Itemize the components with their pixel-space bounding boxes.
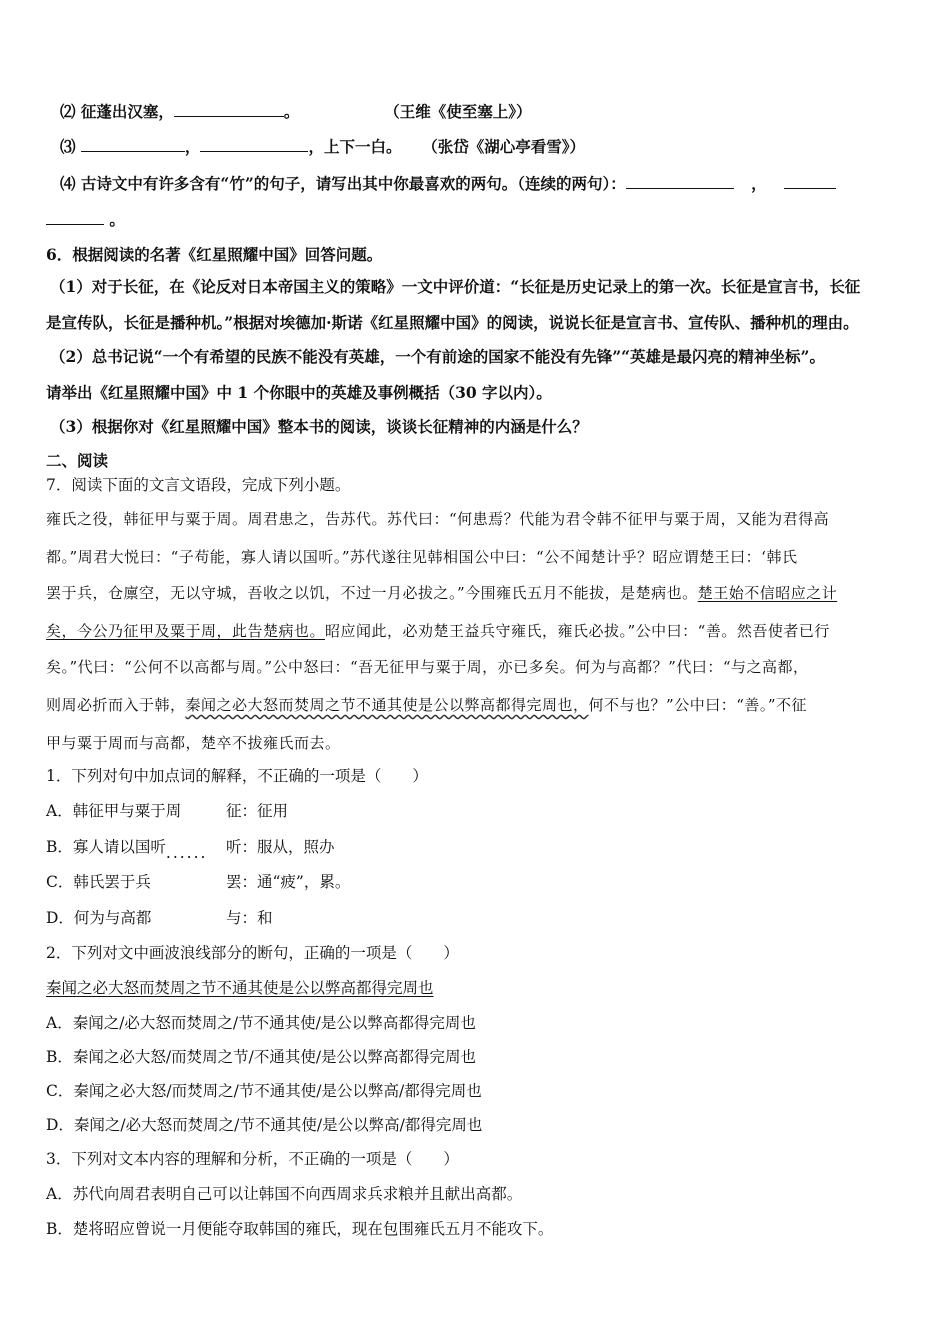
passage-line-6 [46,694,807,716]
passage-line-4 [46,620,830,642]
q6-title: 6．根据阅读的名著《红星照耀中国》回答问题。 [46,245,383,264]
sub1-stem: 1．下列对句中加点词的解释，不正确的一项是（ ） [46,767,428,785]
sub3-stem: 3．下列对文本内容的理解和分析，不正确的一项是（ ） [46,1150,459,1168]
q5-item-2-source: （王维《使至塞上》） [384,102,532,121]
option-c-label: C．韩氏罢于兵 [46,873,151,891]
sub3-option-a[interactable]: A．苏代向周君表明自己可以让韩国不向西周求兵求粮并且献出高都。 [46,1185,523,1203]
q5-item-3-suffix: ，上下一白。 [308,137,402,156]
emphasis-dots: ...... [165,844,208,862]
sub2-option-d[interactable]: D．秦闻之/必大怒而焚周之/节不通其使/是公以弊高/都得完周也 [46,1116,483,1134]
q5-item-3-num: ⑶ [60,137,76,156]
passage-line-4-b: 昭应闻此，必劝楚王益兵守雍氏，雍氏必拔。”公中曰：“善。然吾使者已行 [325,622,830,640]
answer-blank[interactable] [46,208,104,225]
answer-blank[interactable] [784,172,836,189]
passage-line-7: 甲与粟于周而与高都，楚卒不拔雍氏而去。 [46,734,341,752]
q5-item-2 [60,100,532,123]
q6-part3: （3）根据你对《红星照耀中国》整本书的阅读，谈谈长征精神的内涵是什么？ [50,417,588,436]
q5-item-3-source: （张岱《湖心亭看雪》） [422,137,586,156]
wavy-underlined-sentence: 秦闻之必大怒而焚周之节不通其使是公以弊高都得完周也， [185,696,589,714]
option-a-label: A．韩征甲与粟于周 [46,802,182,820]
passage-line-3 [46,582,837,604]
q5-item-4 [60,172,836,195]
q5-item-4-comma: ， [751,174,767,193]
sub2-stem: 2．下列对文中画波浪线部分的断句，正确的一项是（ ） [46,944,459,962]
sub1-option-d[interactable] [46,907,273,929]
q6-part2-line1: （2）总书记说“一个有希望的民族不能没有英雄，一个有前途的国家不能没有先锋”“英雄是最闪亮的精神坐标”。 [50,347,825,366]
section-2-title: 二、阅读 [46,451,109,470]
underlined-sentence-cont: 矣，今公乃征甲及粟于周，此告楚病也。 [46,622,326,640]
answer-blank[interactable] [626,172,734,189]
passage-line-6-a: 则周必折而入于韩， [46,696,186,714]
passage-line-1: 雍氏之役，韩征甲与粟于周。周君患之，告苏代。苏代曰：“何患焉？代能为君令韩不征甲与粟于周，又能为君得高 [46,510,830,528]
q5-item-4-end: 。 [109,210,125,229]
q6-part2-line2: 请举出《红星照耀中国》中 1 个你眼中的英雄及事例概括（30 字以内）。 [46,383,552,402]
q5-item-2-suffix: 。 [283,102,300,121]
q5-item-2-prefix: ⑵ 征蓬出汉塞， [60,102,174,121]
sub2-option-a[interactable]: A．秦闻之/必大怒而焚周之/节不通其使/是公以弊高都得完周也 [46,1014,476,1032]
answer-blank[interactable] [200,135,308,152]
option-c-gloss: 罢：通“疲”，累。 [226,873,351,891]
passage-line-2: 都。”周君大悦曰：“子苟能，寡人请以国听。”苏代遂往见韩相国公中曰：“公不闻楚计乎？昭应谓楚王曰：‘韩氏 [46,548,798,566]
sub1-option-c[interactable] [46,871,351,893]
answer-blank[interactable] [174,100,284,117]
q5-item-3-comma: ， [184,137,201,156]
sub2-option-c[interactable]: C．秦闻之必大怒/而焚周之/节不通其使/是公以弊高/都得完周也 [46,1082,482,1100]
sub2-option-b[interactable]: B．秦闻之必大怒/而焚周之节/不通其使/是公以弊高都得完周也 [46,1048,477,1066]
option-b-label: B．寡人请以国听 [46,838,166,856]
sub3-option-b[interactable]: B．楚将昭应曾说一月便能夺取韩国的雍氏，现在包围雍氏五月不能攻下。 [46,1220,554,1238]
sub1-option-a[interactable] [46,800,289,822]
q5-item-4-cont [46,208,125,231]
option-b-gloss: 听：服从，照办 [226,838,335,856]
passage-line-3-a: 罢于兵，仓廪空，无以守城，吾收之以饥，不过一月必拔之。”今围雍氏五月不能拔，是楚病也。 [46,584,698,602]
underlined-sentence: 楚王始不信昭应之计 [697,584,838,602]
q7-title: 7．阅读下面的文言文语段，完成下列小题。 [46,476,351,494]
q5-item-3 [60,135,585,158]
sub2-sentence: 秦闻之必大怒而焚周之节不通其使是公以弊高都得完周也 [46,979,434,997]
sub1-option-b[interactable] [46,836,335,862]
q6-part1-line1: （1）对于长征，在《论反对日本帝国主义的策略》一文中评价道：“长征是历史记录上的第一次。长征是宣言书，长征 [50,277,861,296]
option-d-gloss: 与：和 [226,909,273,927]
passage-line-5: 矣。”代曰：“公何不以高都与周。”公中怒曰：“吾无征甲与粟于周，亦已多矣。何为与高都？”代曰：“与之高都， [46,658,809,676]
answer-blank[interactable] [81,135,185,152]
passage-line-6-c: 何不与也？”公中曰：“善。”不征 [588,696,808,714]
q5-item-4-text: ⑷ 古诗文中有许多含有“竹”的句子，请写出其中你最喜欢的两句。（连续的两句）： [60,174,626,193]
q6-part1-line2: 是宣传队，长征是播种机。”根据对埃德加·斯诺《红星照耀中国》的阅读，说说长征是宣言书、宣传队、播种机的理由。 [46,313,859,332]
option-d-label: D．何为与高都 [46,909,152,927]
option-a-gloss: 征：征用 [226,802,289,820]
